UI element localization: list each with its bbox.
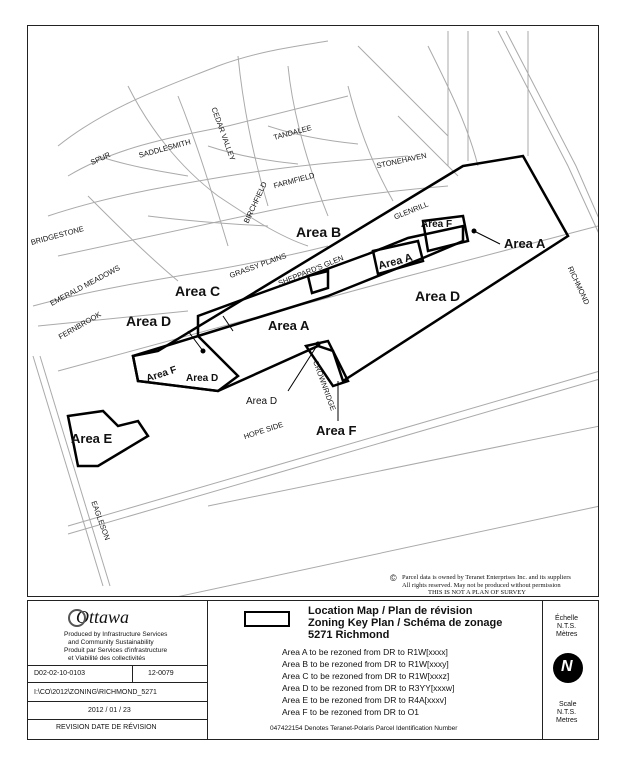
street-label-emerald-meadows: EMERALD MEADOWS xyxy=(48,263,122,308)
survey-note: THIS IS NOT A PLAN OF SURVEY xyxy=(428,589,526,596)
file-row xyxy=(28,665,208,683)
street-label-spur: SPUR xyxy=(89,150,112,167)
street-label-fernbrook: FERNBROOK xyxy=(56,309,103,342)
revision-date: 2012 / 01 / 23 xyxy=(88,707,131,714)
title-line-2: Zoning Key Plan / Schéma de zonage xyxy=(308,617,503,629)
street-label-glenrill: GLENRILL xyxy=(392,199,430,222)
north-letter: N xyxy=(561,658,573,675)
area-label-a-small: Area A xyxy=(377,251,415,273)
street-label-cedar-valley: CEDAR VALLEY xyxy=(209,106,238,162)
street-label-stonehaven: STONEHAVEN xyxy=(375,150,428,171)
area-label-a-east: Area A xyxy=(504,236,546,251)
produced-fr-2: et Viabilité des collectivités xyxy=(68,655,146,662)
street-label-saddlesmith: SADDLESMITH xyxy=(137,137,192,160)
street-label-birchfield: BIRCHFIELD xyxy=(241,180,269,225)
produced-en-2: and Community Sustainability xyxy=(68,639,154,646)
legend-panel xyxy=(27,600,599,740)
boundary-symbol xyxy=(244,611,290,627)
rezoning-f: Area F to be rezoned from DR to O1 xyxy=(282,707,420,717)
logo-mark-icon xyxy=(68,609,86,627)
title-line-1: Location Map / Plan de révision xyxy=(308,605,473,617)
area-label-c: Area C xyxy=(175,283,221,299)
scale-fr-1: Échelle xyxy=(555,615,578,622)
street-label-hope-side: HOPE SIDE xyxy=(242,419,285,442)
rights-note: All rights reserved. May not be produced without permission xyxy=(402,582,561,589)
logo: Ottawa xyxy=(76,607,130,627)
rezoning-d: Area D to be rezoned from DR to R3YY[xxxw] xyxy=(282,683,455,693)
street-label-eagleson: EAGLESON xyxy=(89,499,112,542)
area-label-a-center: Area A xyxy=(268,318,310,333)
scale-en-2: N.T.S. xyxy=(557,709,577,716)
street-label-crownridge: CROWNRIDGE xyxy=(311,359,338,412)
north-arrow-icon xyxy=(553,653,583,683)
rezoning-c: Area C to be rezoned from DR to R1W[xxxz] xyxy=(282,671,450,681)
produced-en-1: Produced by Infrastructure Services xyxy=(64,631,168,638)
file-path: I:\CO\2012\ZONING\RICHMOND_5271 xyxy=(34,689,157,696)
scale-en-3: Metres xyxy=(556,717,578,724)
copyright-symbol: © xyxy=(390,573,397,583)
street-label-sheppards-glen: SHEPPARD'S GLEN xyxy=(276,253,345,288)
area-label-b: Area B xyxy=(296,224,342,240)
street-label-farmfield: FARMFIELD xyxy=(272,170,316,191)
map-canvas xyxy=(28,26,599,597)
street-label-tandalee: TANDALEE xyxy=(272,123,313,142)
pin-note: 047422154 Denotes Teranet-Polaris Parcel Identification Number xyxy=(270,725,458,732)
area-label-f-west: Area F xyxy=(145,364,179,385)
location-map[interactable] xyxy=(27,25,599,597)
revision-label: REVISION DATE DE RÉVISION xyxy=(56,724,157,731)
scale-fr-2: N.T.S. xyxy=(557,623,577,630)
area-label-f-east: Area F xyxy=(421,219,453,230)
title-line-3: 5271 Richmond xyxy=(308,629,390,641)
area-label-d-east: Area D xyxy=(415,288,461,304)
title-block xyxy=(208,601,543,739)
scale-fr-3: Mètres xyxy=(556,631,578,638)
rezoning-e: Area E to be rezoned from DR to R4A[xxxv] xyxy=(282,695,447,705)
agency-block xyxy=(28,601,208,739)
area-label-d-west: Area D xyxy=(126,313,172,329)
parcel-note: Parcel data is owned by Teranet Enterprises Inc. and its suppliers xyxy=(402,574,571,581)
area-label-e: Area E xyxy=(71,431,113,446)
rezoning-b: Area B to be rezoned from DR to R1W[xxxy] xyxy=(282,659,449,669)
area-label-d-south: Area D xyxy=(246,396,278,407)
street-label-grassy-plains: GRASSY PLAINS xyxy=(228,251,288,280)
subject-parcels xyxy=(68,156,568,466)
produced-fr-1: Produit par Services d'infrastructure xyxy=(64,647,168,654)
rezoning-a: Area A to be rezoned from DR to R1W[xxxx] xyxy=(282,647,448,657)
street-label-bridgestone: BRIDGESTONE xyxy=(29,224,85,247)
area-label-d-small: Area D xyxy=(186,373,219,384)
street-label-richmond: RICHMOND xyxy=(565,264,592,307)
scale-block xyxy=(543,601,598,739)
road-network xyxy=(33,31,599,597)
area-label-f-south: Area F xyxy=(316,423,357,438)
application-number: 12-0079 xyxy=(148,670,174,677)
file-number: D02-02-10-0103 xyxy=(34,670,85,677)
scale-en-1: Scale xyxy=(559,701,577,708)
